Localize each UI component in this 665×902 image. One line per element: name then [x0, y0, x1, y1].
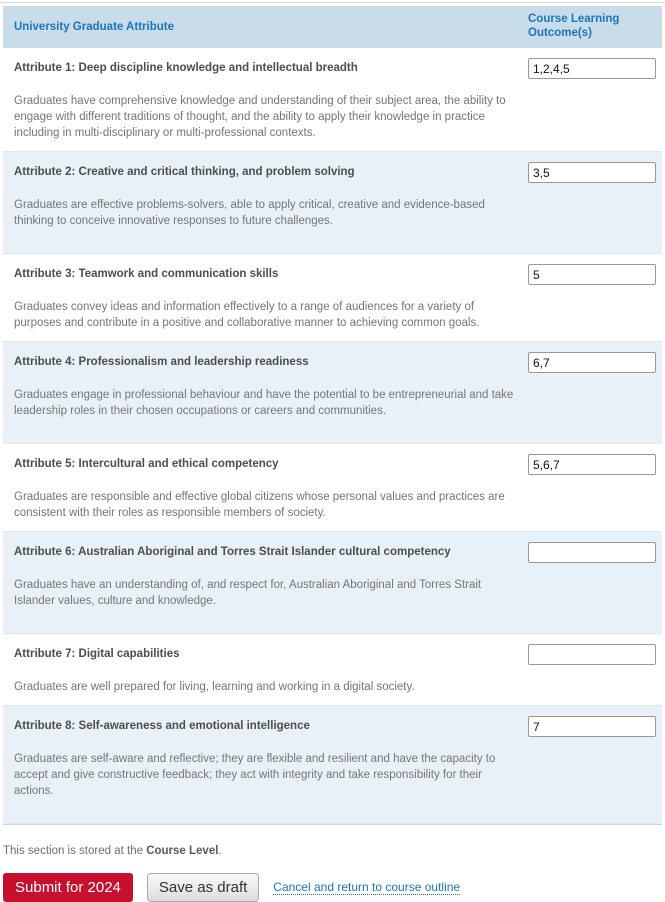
- attribute-outcome-cell: [528, 264, 662, 331]
- course-learning-outcomes-input[interactable]: [528, 162, 656, 183]
- save-as-draft-button[interactable]: Save as draft: [147, 873, 259, 902]
- attribute-row: [3, 254, 662, 341]
- submit-for-2024-button[interactable]: Submit for 2024: [3, 873, 133, 902]
- attribute-text-cell: [3, 542, 528, 609]
- attribute-outcome-cell: [528, 542, 662, 609]
- attribute-text-cell: [3, 644, 528, 695]
- course-learning-outcomes-input[interactable]: [528, 542, 656, 563]
- attribute-description: Graduates are self-aware and reflective; they are flexible and resilient and have the capacity to accept and give constructive feedback; they act with integrity and take responsibility for their actions.: [14, 753, 496, 797]
- section-storage-note: [3, 845, 662, 857]
- column-header-university-graduate-attribute: University Graduate Attribute: [14, 21, 174, 33]
- attribute-text-cell: [3, 58, 528, 141]
- section-note-course-level: Course Level: [146, 845, 219, 857]
- attribute-row: [3, 705, 662, 824]
- attribute-description: Graduates are responsible and effective global citizens whose personal values and practices are consistent with their roles as responsible members of society.: [14, 491, 505, 519]
- attribute-outcome-cell: [528, 58, 662, 141]
- attribute-outcome-cell: [528, 352, 662, 419]
- attribute-description: Graduates are well prepared for living, learning and working in a digital society.: [14, 681, 415, 693]
- attribute-description: Graduates engage in professional behaviour and have the potential to be entrepreneurial and take leadership roles in their chosen occupations or careers and communities.: [14, 389, 514, 417]
- column-header-course-learning-outcomes: Course Learning Outcome(s): [528, 13, 620, 39]
- attribute-description: Graduates have an understanding of, and respect for, Australian Aboriginal and Torres Strait Islander values, culture and knowledge.: [14, 579, 482, 607]
- attribute-text-cell: [3, 352, 528, 419]
- attribute-outcome-cell: [528, 162, 662, 229]
- course-learning-outcomes-input[interactable]: [528, 454, 656, 475]
- attribute-row: [3, 151, 662, 254]
- attribute-outcome-cell: [528, 454, 662, 521]
- attribute-outcome-cell: [528, 716, 662, 799]
- course-learning-outcomes-input[interactable]: [528, 264, 656, 285]
- cancel-return-link[interactable]: Cancel and return to course outline: [273, 880, 461, 894]
- course-learning-outcomes-input[interactable]: [528, 58, 656, 79]
- course-learning-outcomes-input[interactable]: [528, 716, 656, 737]
- attribute-text-cell: [3, 454, 528, 521]
- course-learning-outcomes-input[interactable]: [528, 352, 656, 373]
- table-body: [3, 48, 662, 824]
- attribute-row: [3, 444, 662, 531]
- attribute-title: Attribute 4: Professionalism and leadership readiness: [14, 356, 309, 368]
- attribute-text-cell: [3, 716, 528, 799]
- top-divider: [0, 2, 665, 3]
- attribute-row: [3, 341, 662, 444]
- attribute-row: [3, 634, 662, 705]
- section-note-period: .: [218, 845, 222, 857]
- graduate-attributes-table: [3, 6, 662, 825]
- attribute-title: Attribute 8: Self-awareness and emotional intelligence: [14, 720, 310, 732]
- form-actions: [3, 873, 662, 902]
- attribute-text-cell: [3, 264, 528, 331]
- course-learning-outcomes-input[interactable]: [528, 644, 656, 665]
- attribute-text-cell: [3, 162, 528, 229]
- attribute-title: Attribute 3: Teamwork and communication skills: [14, 268, 279, 280]
- attribute-description: Graduates are effective problems-solvers, able to apply critical, creative and evidence-based thinking to conceive innovative responses to future challenges.: [14, 199, 485, 227]
- attribute-outcome-cell: [528, 644, 662, 695]
- attribute-title: Attribute 2: Creative and critical thinking, and problem solving: [14, 166, 355, 178]
- attribute-description: Graduates have comprehensive knowledge and understanding of their subject area, the ability to engage with different traditions of thought, and the ability to apply their knowledge in practice including in multi-disciplinary or multi-professional contexts.: [14, 95, 506, 139]
- section-note-text: This section is stored at the: [3, 845, 147, 857]
- attribute-row: [3, 531, 662, 634]
- attribute-description: Graduates convey ideas and information effectively to a range of audiences for a variety of purposes and contribute in a positive and collaborative manner to achieving common goals.: [14, 301, 480, 329]
- attribute-title: Attribute 5: Intercultural and ethical competency: [14, 458, 279, 470]
- attribute-row: [3, 48, 662, 151]
- attribute-title: Attribute 7: Digital capabilities: [14, 648, 180, 660]
- attribute-title: Attribute 6: Australian Aboriginal and Torres Strait Islander cultural competency: [14, 546, 451, 558]
- table-header-row: [3, 6, 662, 48]
- attribute-title: Attribute 1: Deep discipline knowledge and intellectual breadth: [14, 62, 358, 74]
